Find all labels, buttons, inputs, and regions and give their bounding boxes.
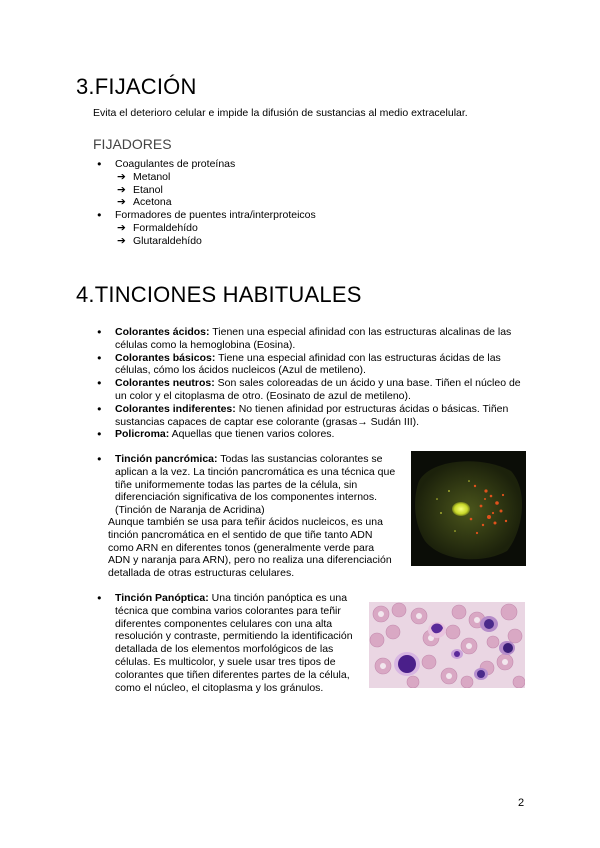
list-item [117,184,517,197]
panoptica-list [97,592,359,694]
list-item-label: Glutaraldehído [133,234,202,247]
definition: Una tinción panóptica es una técnica que combina varios colorantes para teñir diferentes componentes celulares con una alta resolución y contraste, permitiendo la identificación detallada de los elementos morfológicos de las células. Es multicolor, y suele usar tres tipos de colorantes que tiñen diferentes partes de la célula, como el núcleo, el citoplasma y los gránulos. [115,592,353,694]
arrow-right-icon: ➔ [117,170,126,183]
list-item [97,453,399,517]
page-number: 2 [518,797,525,809]
term: Tinción Panóptica: [115,592,209,604]
definition: Tienen una especial afinidad con las estructuras alcalinas de las células como la hemoglobina (Eosina). [115,326,512,351]
blood-smear-image [369,602,525,688]
list-item [117,196,517,209]
term: Policroma: [115,428,170,441]
term: Colorantes indiferentes: [115,402,236,415]
pancromatica-extra: Aunque también se usa para teñir ácidos nucleicos, es una tinción pancromática en el sentido de que tiñe tanto ADN como ARN en diferentes tonos (generalmente verde para ADN y naranja para ARN), pero no realiza una diferenciación detallada de otras estructuras celulares. [108,516,392,580]
list-item [97,352,525,378]
definition: Tiene una especial afinidad con las estructuras ácidas de las células, cómo los ácidos nucleicos (Azul de metileno). [115,351,501,377]
definition: No tienen afinidad por estructuras ácidas o básicas. Tiñen sustancias capaces de captar ese colorante (grasas→ Sudán III). [115,402,509,428]
list-item-label: Formadores de puentes intra/interproteicos [115,209,316,222]
sublist [117,222,517,248]
pancromatica-list [97,453,399,517]
blood-smear-micrograph [369,602,525,688]
list-item [117,171,517,184]
arrow-right-icon: ➔ [117,183,126,196]
list-item [97,403,525,429]
list-item-label: Formaldehído [133,221,198,234]
list-item [97,158,517,209]
list-item-label: Metanol [133,170,171,183]
list-item [97,209,517,247]
definition: Todas las sustancias colorantes se aplican a la vez. La tinción pancromática es una técnica que tiñe uniformemente todas las partes de la célula, sin diferenciación significativa de los componentes internos. (Tinción de Naranja de Acridina) [115,453,396,517]
term: Colorantes básicos: [115,351,216,364]
arrow-right-icon: ➔ [117,234,126,247]
fixadores-subtitle: FIJADORES [93,136,172,152]
list-item-label: Acetona [133,196,172,209]
arrow-right-icon: ➔ [117,196,126,209]
definition: Son sales coloreadas de un ácido y una base. Tiñen el núcleo de un color y el citoplasma de otro. (Eosinato de azul de metileno). [115,377,521,402]
list-item [117,222,517,235]
list-item-label: Coagulantes de proteínas [115,158,236,170]
section-3-title: 3.FIJACIÓN [76,74,197,99]
term: Colorantes neutros: [115,377,215,390]
list-item [97,377,525,403]
fixadores-list [97,158,517,248]
fluorescence-image [411,451,526,566]
list-item [97,428,525,441]
section-3-intro: Evita el deterioro celular e impide la difusión de sustancias al medio extracelular. [93,107,468,119]
fluorescence-micrograph [411,451,526,566]
section-4-title: 4.TINCIONES HABITUALES [76,282,362,307]
arrow-right-icon: ➔ [117,221,126,234]
list-item [97,326,525,352]
term: Colorantes ácidos: [115,326,210,338]
definition: Aquellas que tienen varios colores. [169,428,335,441]
list-item [117,235,517,248]
stain-types-list [97,326,525,441]
list-item-label: Etanol [133,183,163,196]
list-item [97,592,359,694]
sublist [117,171,517,209]
term: Tinción pancrómica: [115,453,218,465]
